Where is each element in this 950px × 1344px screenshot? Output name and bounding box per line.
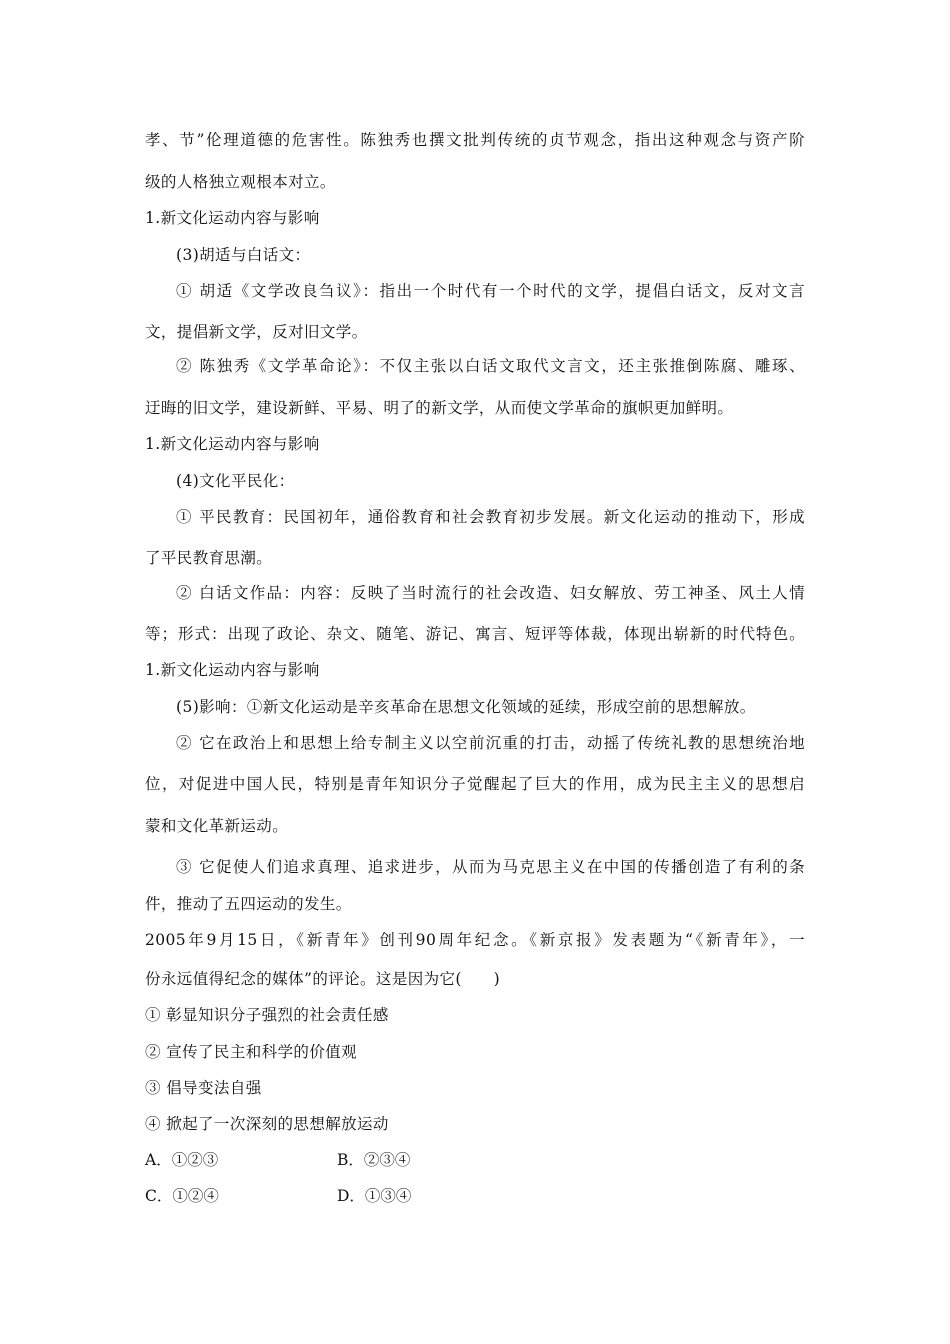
paragraph-line: ② 它在政治上和思想上给专制主义以空前沉重的打击，动摇了传统礼教的思想统治地 — [176, 734, 805, 752]
question-stem: 份永远值得纪念的媒体”的评论。这是因为它( ) — [145, 970, 501, 988]
question-statement: ④ 掀起了一次深刻的思想解放运动 — [145, 1115, 389, 1133]
answer-option-a: A．①②③ — [145, 1151, 219, 1169]
paragraph-line: ② 陈独秀《文学革命论》：不仅主张以白话文取代文言文，还主张推倒陈腐、雕琢、 — [176, 357, 805, 375]
paragraph-line: 迂晦的旧文学，建设新鲜、平易、明了的新文学，从而使文学革命的旗帜更加鲜明。 — [145, 399, 734, 417]
paragraph-line: ② 白话文作品：内容：反映了当时流行的社会改造、妇女解放、劳工神圣、风土人情 — [176, 584, 805, 602]
paragraph-line: 孝、节”伦理道德的危害性。陈独秀也撰文批判传统的贞节观念，指出这种观念与资产阶 — [145, 131, 805, 149]
section-heading: 1.新文化运动内容与影响 — [145, 435, 320, 453]
paragraph-line: ① 平民教育：民国初年，通俗教育和社会教育初步发展。新文化运动的推动下，形成 — [176, 508, 805, 526]
question-statement: ③ 倡导变法自强 — [145, 1079, 262, 1097]
section-subheading: (5)影响：①新文化运动是辛亥革命在思想文化领域的延续，形成空前的思想解放。 — [176, 698, 756, 716]
answer-option-d: D．①③④ — [337, 1187, 412, 1205]
section-heading: 1.新文化运动内容与影响 — [145, 209, 320, 227]
section-subheading: (3)胡适与白话文： — [176, 246, 311, 264]
paragraph-line: 件，推动了五四运动的发生。 — [145, 895, 352, 913]
question-statement: ① 彰显知识分子强烈的社会责任感 — [145, 1006, 389, 1024]
paragraph-line: 等；形式：出现了政论、杂文、随笔、游记、寓言、短评等体裁，体现出崭新的时代特色。 — [145, 625, 805, 643]
answer-option-b: B．②③④ — [337, 1151, 411, 1169]
answer-option-c: C．①②④ — [145, 1187, 219, 1205]
section-heading: 1.新文化运动内容与影响 — [145, 661, 320, 679]
paragraph-line: ③ 它促使人们追求真理、追求进步，从而为马克思主义在中国的传播创造了有利的条 — [176, 858, 805, 876]
paragraph-line: 级的人格独立观根本对立。 — [145, 173, 336, 191]
question-stem: 2005年9月15日，《新青年》创刊90周年纪念。《新京报》发表题为“《新青年》，一 — [145, 931, 805, 949]
paragraph-line: 位，对促进中国人民，特别是青年知识分子觉醒起了巨大的作用，成为民主主义的思想启 — [145, 775, 805, 793]
paragraph-line: 蒙和文化革新运动。 — [145, 817, 289, 835]
paragraph-line: 文，提倡新文学，反对旧文学。 — [145, 323, 368, 341]
question-statement: ② 宣传了民主和科学的价值观 — [145, 1043, 358, 1061]
paragraph-line: 了平民教育思潮。 — [145, 549, 273, 567]
paragraph-line: ① 胡适《文学改良刍议》：指出一个时代有一个时代的文学，提倡白话文，反对文言 — [176, 282, 805, 300]
section-subheading: (4)文化平民化： — [176, 472, 295, 490]
